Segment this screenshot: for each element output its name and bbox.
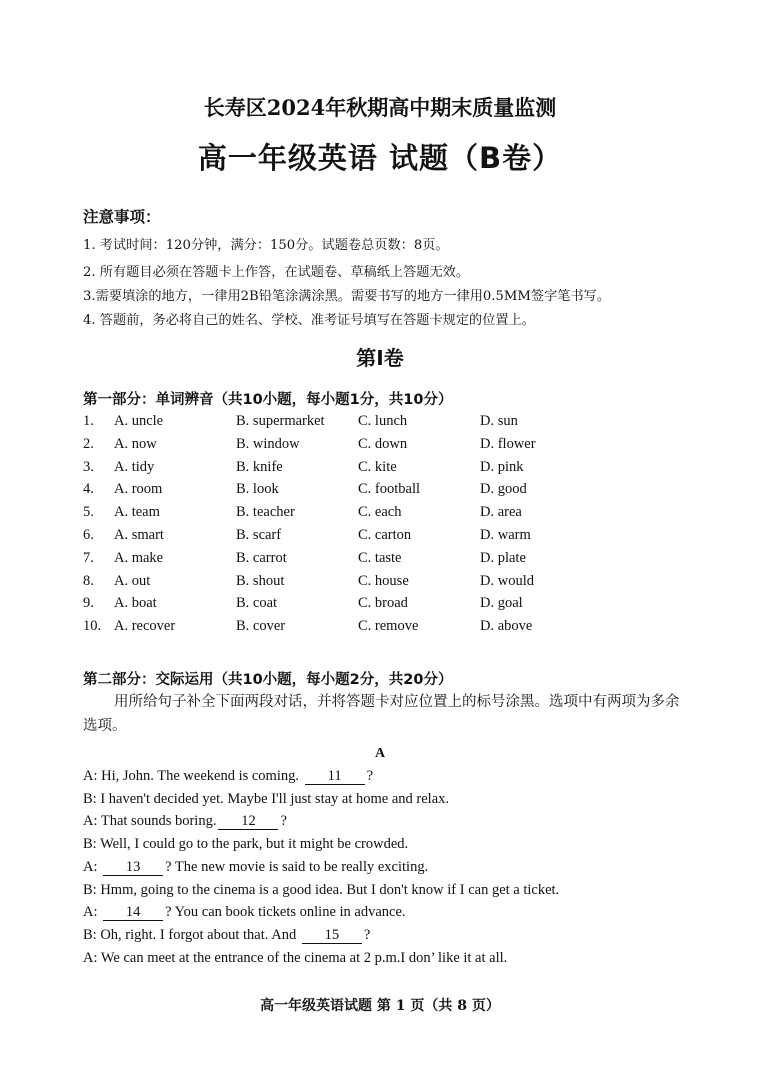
- exam-subtitle: 高一年级英语 试题（B卷）: [197, 141, 563, 175]
- dialogue-text: B: I haven't decided yet. Maybe I'll just stay at home and relax.: [83, 790, 450, 807]
- part2-instruction: 用所给句子补全下面两段对话，并将答题卡对应位置上的标号涂黑。选项中有两项为多余选项。: [83, 694, 680, 734]
- question-row: [83, 504, 683, 524]
- option-a: A. make: [114, 549, 164, 566]
- option-b: B. knife: [236, 458, 283, 475]
- dialogue-text: ? You can book tickets online in advance.: [165, 904, 406, 921]
- answer-blank: 12: [218, 814, 278, 830]
- option-b: B. scarf: [236, 527, 282, 543]
- question-number: 10.: [83, 618, 102, 635]
- question-row: [83, 595, 683, 615]
- option-b: B. look: [236, 481, 279, 498]
- dialogue-text: B: Oh, right. I forgot about that. And: [83, 926, 300, 943]
- note-item: 2. 所有题目必须在答题卡上作答，在试题卷、草稿纸上答题无效。: [83, 265, 470, 280]
- option-c: C. down: [358, 435, 408, 452]
- dialogue-text: B: Well, I could go to the park, but it might be crowded.: [83, 836, 409, 853]
- answer-blank: 11: [305, 769, 365, 785]
- part1-heading: 第一部分：单词辨音（共10小题，每小题1分，共10分）: [83, 392, 453, 408]
- note-item: 3.需要填涂的地方，一律用2B铅笔涂满涂黑。需要书写的地方一律用0.5MM签字笔书写。: [83, 289, 611, 304]
- question-number: 1.: [83, 413, 94, 429]
- option-d: D. sun: [480, 413, 518, 429]
- option-b: B. coat: [236, 595, 278, 612]
- dialogue-text: A:: [83, 904, 102, 921]
- question-row: [83, 527, 683, 547]
- question-row: [83, 573, 683, 593]
- dialogue-line: [83, 927, 370, 944]
- answer-blank: 13: [103, 860, 163, 876]
- option-c: C. lunch: [358, 413, 408, 429]
- option-a: A. now: [114, 435, 157, 452]
- question-number: 2.: [83, 435, 94, 452]
- question-row: [83, 550, 683, 570]
- dialogue-text: A:: [83, 858, 102, 875]
- option-b: B. teacher: [236, 504, 295, 521]
- option-c: C. remove: [358, 618, 419, 635]
- option-c: C. broad: [358, 595, 408, 612]
- dialogue-text: ?: [366, 768, 374, 784]
- question-number: 4.: [83, 481, 94, 498]
- dialogue-line: [83, 813, 287, 830]
- note-item: 4. 答题前，务必将自己的姓名、学校、准考证号填写在答题卡规定的位置上。: [83, 313, 535, 328]
- answer-blank: 14: [103, 905, 163, 921]
- dialogue-text: ?: [363, 926, 371, 943]
- option-a: A. team: [114, 504, 160, 521]
- option-c: C. football: [358, 481, 421, 498]
- option-c: C. house: [358, 572, 409, 589]
- dialogue-text: A: That sounds boring.: [83, 813, 217, 830]
- question-number: 6.: [83, 527, 94, 543]
- exam-title: 长寿区2024年秋期高中期末质量监测: [203, 95, 557, 120]
- option-a: A. tidy: [114, 458, 155, 475]
- dialogue-line: [83, 950, 507, 967]
- option-b: B. cover: [236, 618, 286, 635]
- question-number: 8.: [83, 572, 94, 589]
- option-d: D. goal: [480, 595, 523, 612]
- option-a: A. room: [114, 481, 163, 498]
- option-c: C. carton: [358, 527, 412, 543]
- dialogue-text: A: Hi, John. The weekend is coming.: [83, 768, 303, 784]
- option-b: B. shout: [236, 572, 285, 589]
- page-footer: 高一年级英语试题 第 1 页（共 8 页）: [260, 998, 500, 1014]
- dialogue-line: [83, 882, 559, 899]
- option-b: B. window: [236, 435, 300, 452]
- volume-title: 第Ⅰ卷: [356, 346, 404, 370]
- dialogue-line: [83, 836, 408, 853]
- dialogue-text: ? The new movie is said to be really exciting.: [165, 858, 429, 875]
- question-row: [83, 481, 683, 501]
- notes-heading: 注意事项：: [83, 208, 161, 226]
- option-d: D. warm: [480, 527, 531, 543]
- part2-heading: 第二部分：交际运用（共10小题，每小题2分，共20分）: [83, 672, 453, 688]
- option-a: A. boat: [114, 595, 157, 612]
- option-c: C. each: [358, 504, 402, 521]
- question-number: 9.: [83, 595, 94, 612]
- answer-blank: 15: [302, 928, 362, 944]
- dialogue-text: ?: [280, 813, 287, 830]
- option-a: A. uncle: [114, 413, 164, 429]
- option-a: A. smart: [114, 527, 164, 543]
- option-d: D. area: [480, 504, 522, 521]
- section-label: A: [374, 746, 386, 761]
- option-d: D. above: [480, 618, 533, 635]
- dialogue-text: A: We can meet at the entrance of the cinema at 2 p.m.I don’ like it at all.: [83, 949, 508, 966]
- option-b: B. supermarket: [236, 413, 325, 429]
- option-d: D. would: [480, 572, 534, 589]
- question-number: 7.: [83, 549, 94, 566]
- question-number: 3.: [83, 458, 94, 475]
- dialogue-line: [83, 904, 406, 921]
- option-c: C. kite: [358, 458, 397, 475]
- option-c: C. taste: [358, 549, 402, 566]
- option-d: D. plate: [480, 549, 526, 566]
- option-a: A. recover: [114, 618, 176, 635]
- question-row: [83, 413, 683, 433]
- dialogue-text: B: Hmm, going to the cinema is a good idea. But I don't know if I can get a ticket.: [83, 881, 560, 898]
- question-row: [83, 459, 683, 479]
- option-a: A. out: [114, 572, 151, 589]
- question-number: 5.: [83, 504, 94, 521]
- option-b: B. carrot: [236, 549, 287, 566]
- option-d: D. pink: [480, 458, 524, 475]
- dialogue-line: [83, 859, 428, 876]
- dialogue-line: [83, 791, 449, 808]
- question-row: [83, 618, 683, 638]
- option-d: D. good: [480, 481, 527, 498]
- question-row: [83, 436, 683, 456]
- option-d: D. flower: [480, 435, 536, 452]
- dialogue-line: [83, 768, 373, 785]
- note-item: 1. 考试时间：120分钟，满分：150分。试题卷总页数：8页。: [83, 238, 449, 253]
